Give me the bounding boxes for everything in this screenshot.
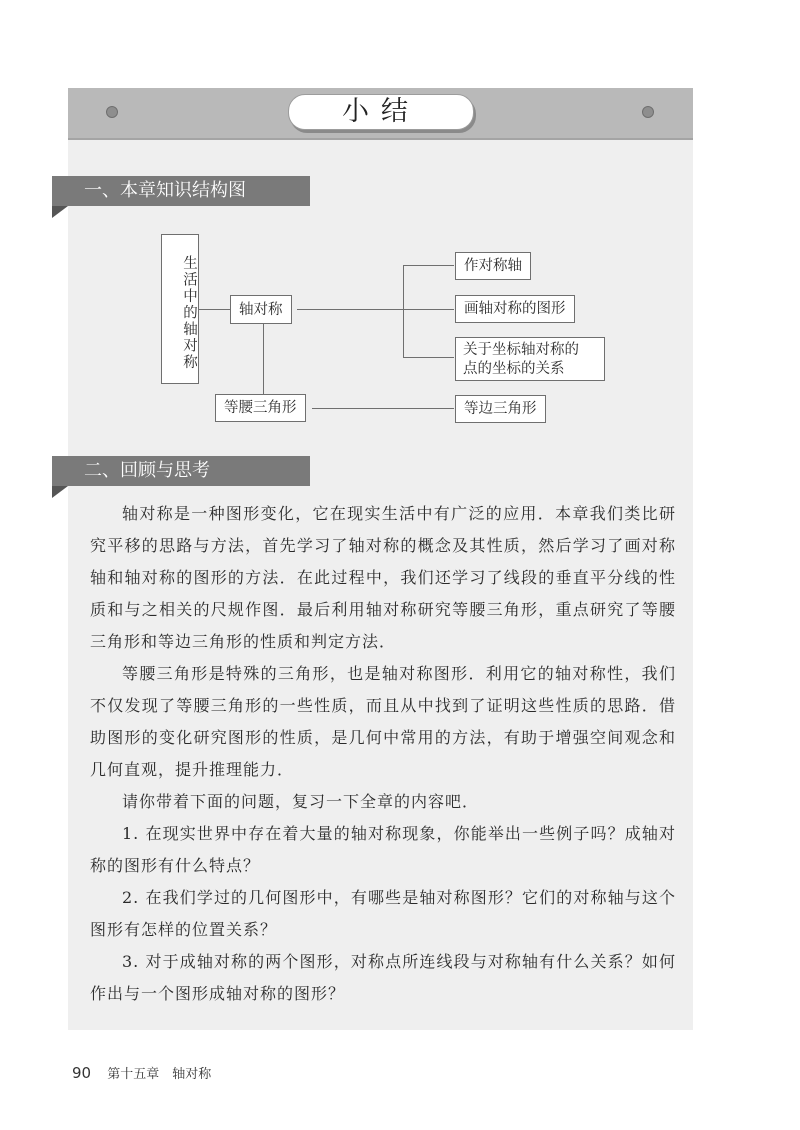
diagram-draw-figure-box: 画轴对称的图形 xyxy=(455,295,575,323)
section-title-review: 二、回顾与思考 xyxy=(52,456,310,486)
section-fold xyxy=(52,206,68,218)
diagram-coord-line1: 关于坐标轴对称的 xyxy=(463,342,579,358)
chapter-label: 第十五章 轴对称 xyxy=(107,1067,212,1082)
page-title: 小结 xyxy=(288,94,474,130)
connector-root-axis xyxy=(199,309,230,310)
binder-hole-right xyxy=(642,106,654,118)
diagram-draw-axis-box: 作对称轴 xyxy=(455,252,531,280)
connector-isosceles-equilateral xyxy=(312,408,454,409)
review-question-1: 1. 在现实世界中存在着大量的轴对称现象，你能举出一些例子吗？成轴对称的图形有什么特点？ xyxy=(90,824,676,875)
review-paragraph-2: 等腰三角形是特殊的三角形，也是轴对称图形．利用它的轴对称性，我们不仅发现了等腰三角形的一些性质，而且从中找到了证明这些性质的思路．借助图形的变化研究图形的性质，是几何中常用的方法，有助于增强空间观念和几何直观，提升推理能力． xyxy=(90,664,676,779)
diagram-coord-box xyxy=(455,337,605,381)
diagram-axis-symmetry-box: 轴对称 xyxy=(230,295,292,324)
review-question-3: 3. 对于成轴对称的两个图形，对称点所连线段与对称轴有什么关系？如何作出与一个图形成轴对称的图形？ xyxy=(90,952,676,1003)
connector-coord xyxy=(403,357,454,358)
section-title-structure: 一、本章知识结构图 xyxy=(52,176,310,206)
review-paragraph-1: 轴对称是一种图形变化，它在现实生活中有广泛的应用．本章我们类比研究平移的思路与方法，首先学习了轴对称的概念及其性质，然后学习了画对称轴和轴对称的图形的方法．在此过程中，我们还学习了线段的垂直平分线的性质和与之相关的尺规作图．最后利用轴对称研究等腰三角形，重点研究了等腰三角形和等边三角形的性质和判定方法． xyxy=(90,504,676,651)
page-number: 90 xyxy=(72,1064,92,1082)
diagram-root-box: 生活中的轴对称 xyxy=(161,234,199,384)
connector-axis-draw-figure xyxy=(297,309,454,310)
connector-vertical-branch xyxy=(403,265,404,358)
diagram-coord-line2: 点的坐标的关系 xyxy=(463,361,565,377)
section-fold xyxy=(52,486,68,498)
diagram-isosceles-box: 等腰三角形 xyxy=(215,394,306,422)
diagram-equilateral-box: 等边三角形 xyxy=(455,395,546,423)
page-footer xyxy=(72,1063,211,1082)
review-question-2: 2. 在我们学过的几何图形中，有哪些是轴对称图形？它们的对称轴与这个图形有怎样的位置关系？ xyxy=(90,888,676,939)
binder-hole-left xyxy=(106,106,118,118)
connector-draw-axis xyxy=(403,265,454,266)
review-paragraph-3: 请你带着下面的问题，复习一下全章的内容吧． xyxy=(122,792,480,811)
connector-axis-isosceles xyxy=(263,323,264,394)
